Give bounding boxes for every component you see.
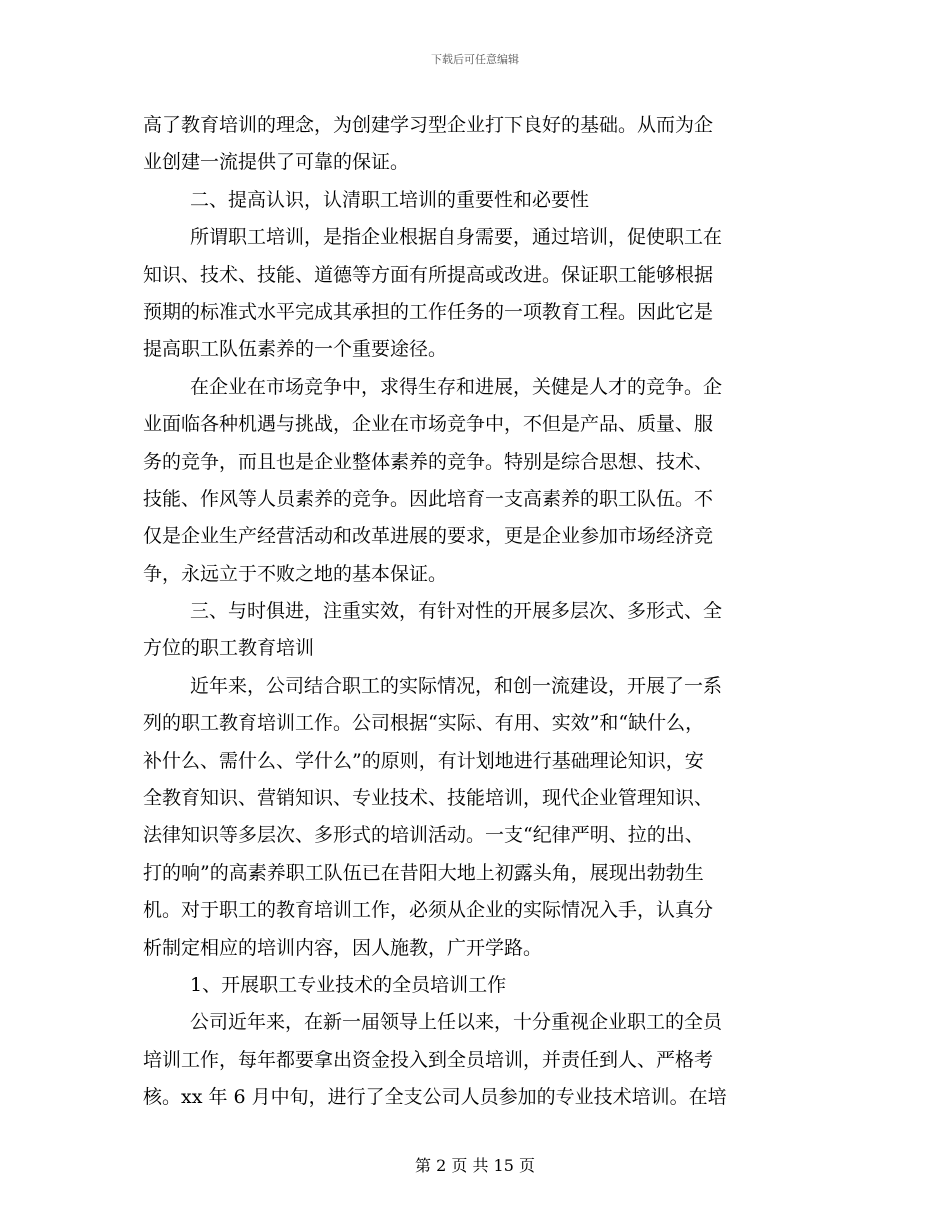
text-line: 列的职工教育培训工作。公司根据“实际、有用、实效”和“缺什么， bbox=[143, 712, 705, 735]
text-line: 析制定相应的培训内容，因人施教，广开学路。 bbox=[143, 936, 543, 959]
subsection-heading: 1、开展职工专业技术的全员培训工作 bbox=[190, 973, 507, 996]
text-line: 机。对于职工的教育培训工作，必须从企业的实际情况入手，认真分 bbox=[143, 899, 714, 922]
text-line: 提高职工队伍素养的一个重要途径。 bbox=[143, 338, 448, 361]
text-line: 核。xx 年 6 月中旬，进行了全支公司人员参加的专业技术培训。在培 bbox=[143, 1086, 727, 1109]
section-heading: 三、与时俱进，注重实效，有针对性的开展多层次、多形式、全 bbox=[190, 600, 723, 623]
text-line: 业面临各种机遇与挑战，企业在市场竞争中，不但是产品、质量、服 bbox=[143, 413, 714, 436]
section-heading: 方位的职工教育培训 bbox=[143, 637, 315, 660]
text-line: 知识、技术、技能、道德等方面有所提高或改进。保证职工能够根据 bbox=[143, 263, 714, 286]
text-line: 法律知识等多层次、多形式的培训活动。一支“纪律严明、拉的出、 bbox=[143, 824, 704, 847]
text-line: 所谓职工培训，是指企业根据自身需要，通过培训，促使职工在 bbox=[190, 226, 723, 249]
text-line: 技能、作风等人员素养的竞争。因此培育一支高素养的职工队伍。不 bbox=[143, 487, 714, 510]
page-header-note: 下载后可任意编辑 bbox=[431, 53, 519, 66]
text-line: 预期的标准式水平完成其承担的工作任务的一项教育工程。因此它是 bbox=[143, 300, 714, 323]
text-line: 高了教育培训的理念，为创建学习型企业打下良好的基础。从而为企 bbox=[143, 114, 714, 136]
text-line: 全教育知识、营销知识、专业技术、技能培训，现代企业管理知识、 bbox=[143, 787, 714, 810]
text-line: 业创建一流提供了可靠的保证。 bbox=[143, 151, 410, 174]
text-line: 仅是企业生产经营活动和改革进展的要求，更是企业参加市场经济竞 bbox=[143, 525, 714, 548]
page-number-footer: 第 2 页 共 15 页 bbox=[415, 1156, 535, 1175]
section-heading: 二、提高认识，认清职工培训的重要性和必要性 bbox=[190, 188, 590, 211]
text-line: 争，永远立于不败之地的基本保证。 bbox=[143, 562, 448, 585]
text-line: 近年来，公司结合职工的实际情况，和创一流建设，开展了一系 bbox=[190, 674, 723, 697]
text-line: 补什么、需什么、学什么”的原则，有计划地进行基础理论知识，安 bbox=[143, 749, 704, 772]
body-text bbox=[143, 107, 813, 1117]
text-line: 务的竞争，而且也是企业整体素养的竞争。特别是综合思想、技术、 bbox=[143, 450, 714, 473]
text-line: 培训工作，每年都要拿出资金投入到全员培训，并责任到人、严格考 bbox=[143, 1048, 714, 1071]
text-line: 在企业在市场竞争中，求得生存和进展，关健是人才的竞争。企 bbox=[190, 375, 723, 398]
text-line: 打的响”的高素养职工队伍已在昔阳大地上初露头角，展现出勃勃生 bbox=[143, 861, 704, 884]
text-line: 公司近年来，在新一届领导上任以来，十分重视企业职工的全员 bbox=[190, 1011, 723, 1034]
